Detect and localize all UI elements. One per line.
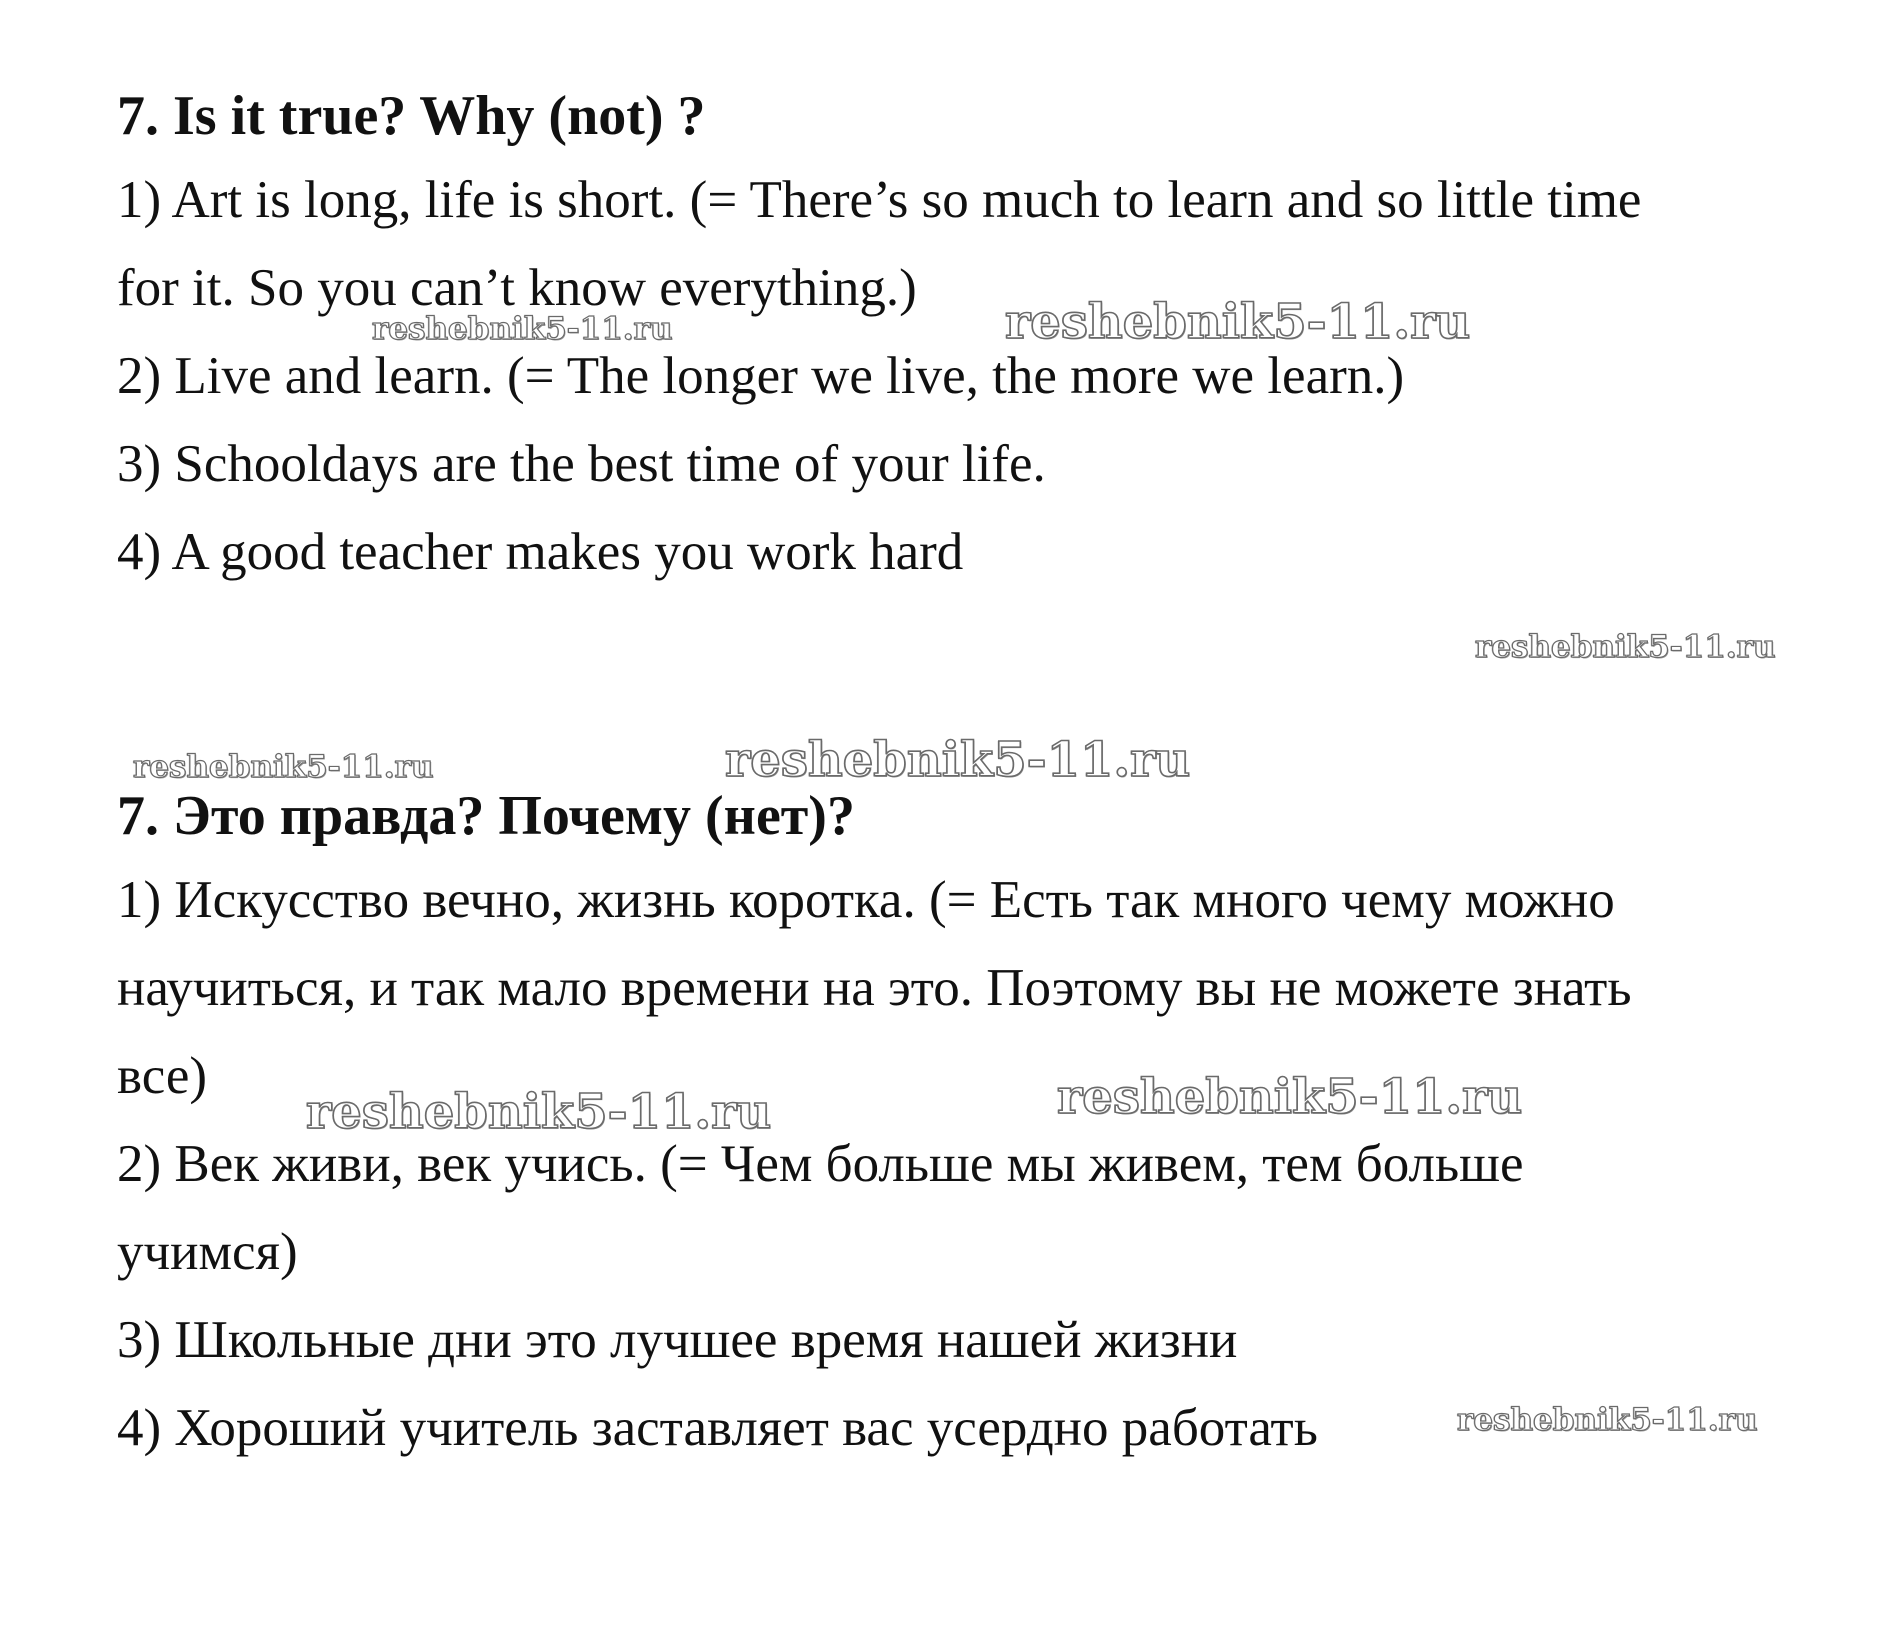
english-line-2: for it. So you can’t know everything.) <box>117 259 917 317</box>
watermark-6: reshebnik5-11.ru <box>306 1084 772 1140</box>
english-heading: 7. Is it true? Why (not) ? <box>117 85 706 147</box>
english-line-4: 3) Schooldays are the best time of your life. <box>117 435 1046 493</box>
russian-line-4: 2) Век живи, век учись. (= Чем больше мы живем, тем больше <box>117 1135 1524 1193</box>
watermark-2: reshebnik5-11.ru <box>1005 294 1471 350</box>
watermark-4: reshebnik5-11.ru <box>133 749 434 785</box>
russian-line-1: 1) Искусство вечно, жизнь коротка. (= Есть так много чему можно <box>117 871 1615 929</box>
russian-line-3: все) <box>117 1047 208 1105</box>
russian-heading: 7. Это правда? Почему (нет)? <box>117 785 855 847</box>
russian-line-2: научиться, и так мало времени на это. Поэтому вы не можете знать <box>117 959 1632 1017</box>
watermark-3: reshebnik5-11.ru <box>1475 629 1776 665</box>
watermark-7: reshebnik5-11.ru <box>1057 1069 1523 1125</box>
english-line-1: 1) Art is long, life is short. (= There’s so much to learn and so little time <box>117 171 1642 229</box>
russian-line-7: 4) Хороший учитель заставляет вас усердно работать <box>117 1399 1318 1457</box>
english-line-3: 2) Live and learn. (= The longer we live, the more we learn.) <box>117 347 1405 405</box>
english-line-5: 4) A good teacher makes you work hard <box>117 523 964 581</box>
watermark-5: reshebnik5-11.ru <box>725 732 1191 788</box>
russian-line-6: 3) Школьные дни это лучшее время нашей жизни <box>117 1311 1238 1369</box>
watermark-1: reshebnik5-11.ru <box>372 311 673 347</box>
watermark-8: reshebnik5-11.ru <box>1457 1402 1758 1438</box>
russian-line-5: учимся) <box>117 1223 298 1281</box>
